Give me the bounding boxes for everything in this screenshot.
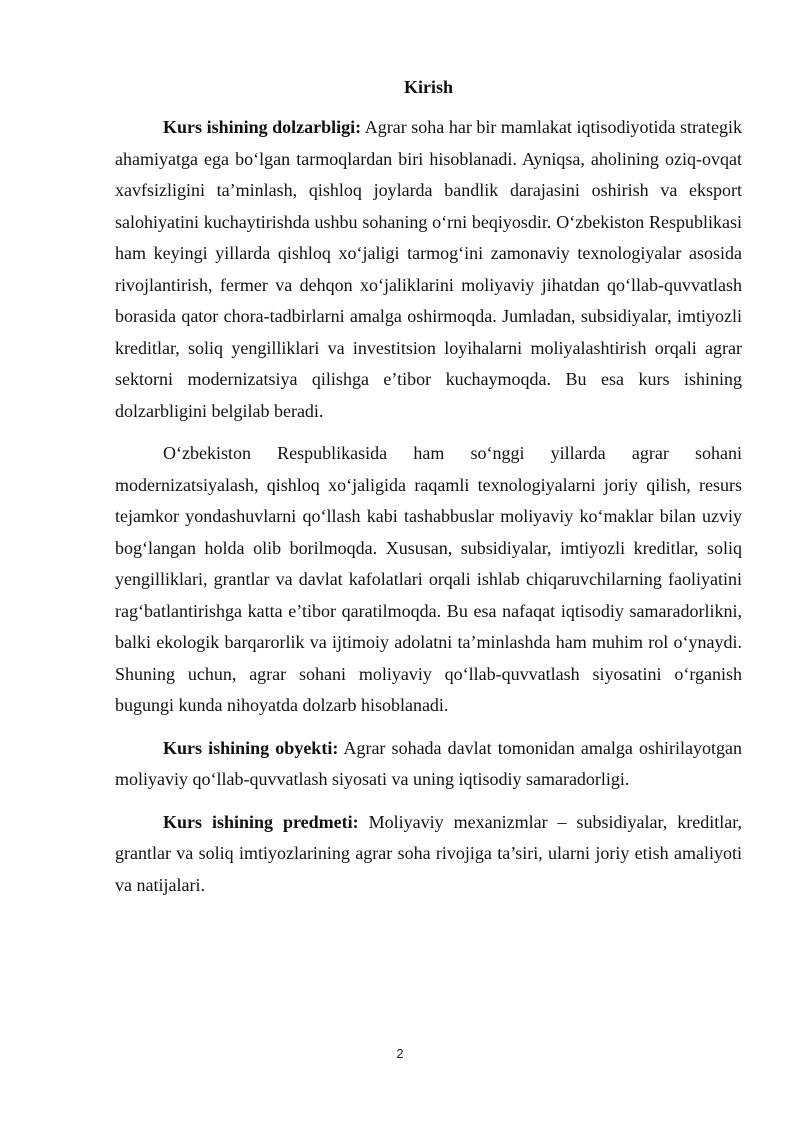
paragraph-text: Agrar sohada davlat tomonidan amalga oshirilayotgan moliyaviy qo‘llab-quvvatlash siyosati va uning iqtisodiy samaradorligi. — [115, 737, 742, 789]
paragraph-lead: Kurs ishining predmeti: — [163, 811, 359, 832]
paragraph-subject — [115, 807, 742, 902]
paragraph-text: Agrar soha har bir mamlakat iqtisodiyotida strategik ahamiyatga ega bo‘lgan tarmoqlardan biri hisoblanadi. Ayniqsa, aholining oziq-ovqat xavfsizligini ta’minlash, qishloq joylarda bandlik darajasini oshirish va eksport salohiyatini kuchaytirishda ushbu sohaning o‘rni beqiyosdir. O‘zbekiston Respublikasi ham keyingi yillarda qishloq xo‘jaligi tarmog‘ini zamonaviy texnologiyalar asosida rivojlantirish, fermer va dehqon xo‘jaliklarini moliyaviy jihatdan qo‘llab-quvvatlash borasida qator chora-tadbirlarni amalga oshirmoqda. Jumladan, subsidiyalar, imtiyozli kreditlar, soliq yengilliklari va investitsion loyihalarni moliyalashtirish orqali agrar sektorni modernizatsiya qilishga e’tibor kuchaymoqda. Bu esa kurs ishining dolzarbligini belgilab beradi. — [115, 117, 742, 421]
paragraph-lead: Kurs ishining obyekti: — [163, 737, 339, 758]
page-content — [115, 72, 742, 912]
section-title: Kirish — [403, 77, 453, 97]
paragraph-text: Moliyaviy mexanizmlar – subsidiyalar, kreditlar, grantlar va soliq imtiyozlarining agrar soha rivojiga ta’siri, ularni joriy etish amaliyoti va natijalari. — [115, 811, 742, 895]
paragraph-object — [115, 733, 742, 796]
paragraph-text: O‘zbekiston Respublikasida ham so‘nggi yillarda agrar sohani modernizatsiyalash, qishloq xo‘jaligida raqamli texnologiyalarni joriy qilish, resurs tejamkor yondashuvlarni qo‘llash kabi tashabbuslar moliyaviy ko‘maklar bilan uzviy bog‘langan holda olib borilmoqda. Xususan, subsidiyalar, imtiyozli kreditlar, soliq yengilliklari, grantlar va davlat kafolatlari orqali ishlab chiqaruvchilarning faoliyatini rag‘batlantirishga katta e’tibor qaratilmoqda. Bu esa nafaqat iqtisodiy samaradorlikni, balki ekologik barqarorlik va ijtimoiy adolatni ta’minlashda ham muhim rol o‘ynaydi. Shuning uchun, agrar sohani moliyaviy qo‘llab-quvvatlash siyosatini o‘rganish bugungi kunda nihoyatda dolzarb hisoblanadi. — [115, 443, 742, 715]
paragraph-lead: Kurs ishining dolzarbligi: — [163, 117, 362, 137]
paragraph-relevance — [115, 112, 742, 427]
paragraph-modernization — [115, 438, 742, 722]
page-number: 2 — [396, 1046, 404, 1061]
